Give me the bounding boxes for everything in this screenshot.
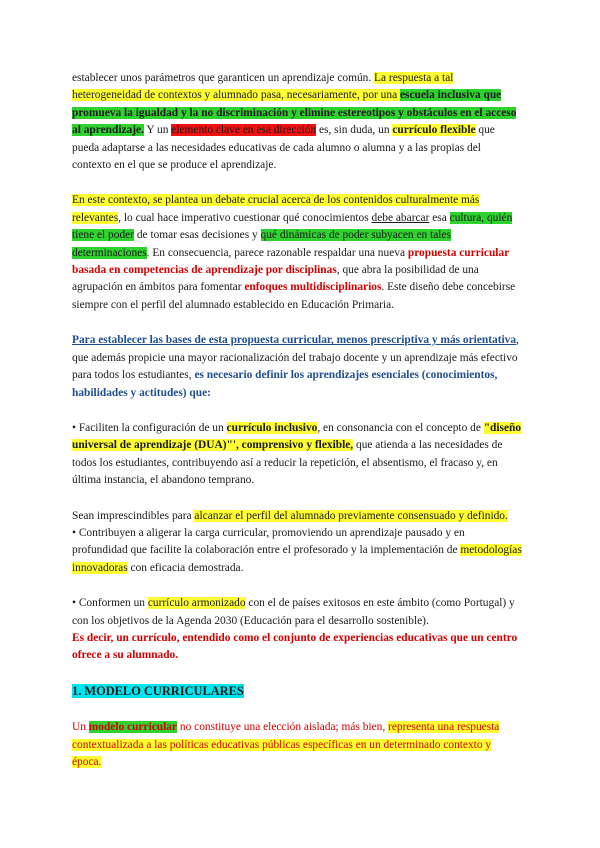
text-run: • Contribuyen a aligerar la carga curricular, promoviendo un aprendizaje pausado y en profundidad que facilite la colaboración entre el profesorado y la implementación de <box>72 526 465 557</box>
underlined-text: debe abarcar <box>371 211 430 224</box>
red-text: Un <box>72 721 89 734</box>
text-run: con eficacia demostrada. <box>127 561 244 574</box>
highlight-yellow-bold: currículo inclusivo <box>226 421 318 434</box>
text-run: . En consecuencia, parece razonable respaldar una nueva <box>146 246 408 259</box>
red-bold-paragraph: Es decir, un currículo, entendido como el conjunto de experiencias educativas que un centro ofrece a su alumnado. <box>72 631 518 662</box>
highlight-yellow: La respuesta a tal heterogeneidad de contextos y alumnado pasa, necesariamente, por una <box>72 72 454 102</box>
text-run: establecer unos parámetros que garanticen un aprendizaje común. <box>72 72 375 84</box>
highlight-green-bold: escuela inclusiva que promueva la igualdad y la no discriminación y elimine estereotipos y obstáculos en el acceso al aprendizaje. <box>72 89 517 137</box>
paragraph-model <box>72 719 522 771</box>
text-run: esa <box>429 211 450 224</box>
highlight-red: elemento clave en esa dirección <box>171 124 317 137</box>
red-bold-text: enfoques multidisciplinarios <box>244 281 382 294</box>
text-run: es, sin duda, un <box>316 124 393 137</box>
highlight-yellow: alcanzar el perfil del alumnado previamente consensuado y definido. <box>194 509 508 522</box>
red-bold-text: propuesta curricular basada en competencias de aprendizaje por disciplinas <box>72 246 510 277</box>
bullet-inclusive-curriculum <box>72 420 522 490</box>
section-heading <box>72 683 522 701</box>
text-run: . Este diseño debe concebirse siempre con el perfil del alumnado establecido en Educación Primaria. <box>72 281 516 311</box>
text-run: , que abra la posibilidad de una agrupación en ámbitos para fomentar <box>72 264 479 294</box>
heading-text: 1. MODELO CURRICULARES <box>72 683 244 698</box>
highlight-yellow-bold: currículo flexible <box>392 124 476 137</box>
document-page <box>72 70 522 771</box>
text-run: , en consonancia con el concepto de <box>317 421 484 434</box>
highlight-green-red-bold: modelo curricular <box>88 721 178 734</box>
paragraph-essential <box>72 508 522 525</box>
text-run: Sean imprescindibles para <box>72 509 195 522</box>
blue-underlined-text: Para establecer las bases de esta propuesta curricular, menos prescriptiva y más orientativa <box>72 334 517 347</box>
highlight-yellow: metodologías innovadoras <box>72 544 522 574</box>
bullet-harmonized <box>72 595 522 630</box>
text-run: • Conformen un <box>72 597 148 610</box>
text-run: • Faciliten la configuración de un <box>72 421 227 434</box>
text-run: , que además propicie una mayor racionalización del trabajo docente y un aprendizaje más efectivo para todos los estudiantes, <box>72 334 519 382</box>
text-run: que pueda adaptarse a las necesidades educativas de cada alumno o alumna y a las propias del contexto en el que se produce el aprendizaje. <box>72 124 495 172</box>
highlight-green: qué dinámicas de poder subyacen en tales determinaciones <box>72 229 451 259</box>
paragraph-debate <box>72 192 522 314</box>
paragraph-bases <box>72 332 522 402</box>
highlight-yellow: En este contexto, se plantea un debate crucial acerca de los contenidos culturalmente más relevantes <box>72 194 480 224</box>
text-run: , lo cual hace imperativo cuestionar qué conocimientos <box>118 211 372 224</box>
text-run: Y un <box>143 124 172 137</box>
text-run: de tomar esas decisiones y <box>134 229 261 242</box>
blue-bold-text: es necesario definir los aprendizajes esenciales (conocimientos, habilidades y actitudes) que: <box>72 369 498 399</box>
highlight-yellow-red: representa una respuesta contextualizada a las políticas educativas públicas específicas en un determinado contexto y época. <box>72 721 500 768</box>
bullet-workload <box>72 525 522 577</box>
text-run: que atienda a las necesidades de todos los estudiantes, contribuyendo así a reducir la repetición, el absentismo, el fracaso y, en última instancia, el abandono temprano. <box>72 439 503 487</box>
text-run: con el de países exitosos en este ámbito (como Portugal) y con los objetivos de la Agenda 2030 (Educación para el desarrollo sostenible). <box>72 597 515 627</box>
highlight-green: cultura, quién tiene el poder <box>72 211 513 242</box>
red-text: no constituye una elección aislada; más bien, <box>177 721 389 734</box>
highlight-yellow-bold: "diseño universal de aprendizaje (DUA)"', comprensivo y flexible, <box>72 421 522 452</box>
paragraph-inclusive-school <box>72 70 522 174</box>
highlight-yellow: currículo armonizado <box>147 597 246 610</box>
